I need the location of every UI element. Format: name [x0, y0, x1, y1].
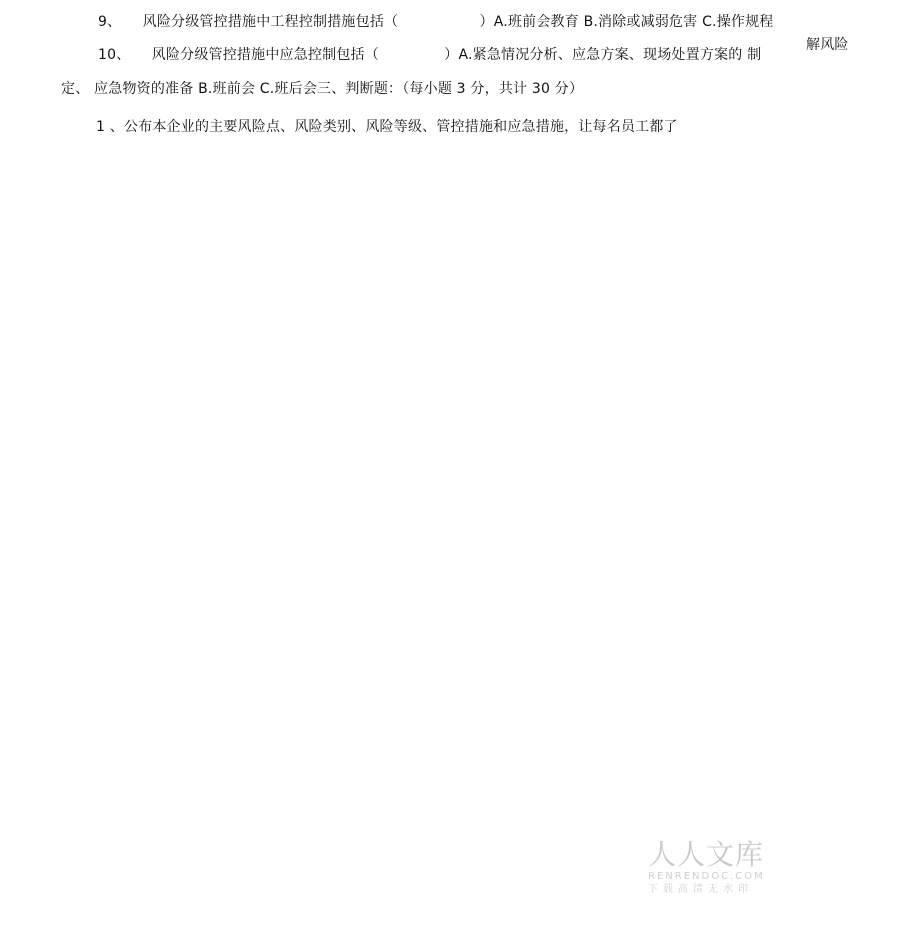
question-10-continuation: 定、 应急物资的准备 B.班前会 C.班后会三、判断题：（每小题 3 分，共计 30 分）	[61, 81, 584, 97]
question-9	[98, 13, 774, 31]
question-10-text: 风险分级管控措施中应急控制包括（	[151, 47, 379, 63]
question-10-options: ）A.紧急情况分析、应急方案、现场处置方案的 制	[444, 47, 762, 63]
watermark-logo: 人人文库	[648, 838, 765, 871]
watermark-tagline: 下载高清无水印	[648, 884, 753, 895]
judgment-1: 1 、公布本企业的主要风险点、风险类别、风险等级、管控措施和应急措施，让每名员工都了	[96, 119, 678, 135]
watermark	[648, 838, 778, 897]
question-10-number: 10、	[98, 47, 131, 63]
question-10	[98, 46, 761, 64]
watermark-site: RENRENDOC.COM	[648, 871, 765, 882]
question-9-text: 风险分级管控措施中工程控制措施包括（	[142, 14, 399, 30]
question-10-right-fragment: 解风险	[806, 37, 849, 53]
question-9-options: ）A.班前会教育 B.消除或减弱危害 C.操作规程	[479, 14, 774, 30]
question-9-number: 9、	[98, 14, 122, 30]
